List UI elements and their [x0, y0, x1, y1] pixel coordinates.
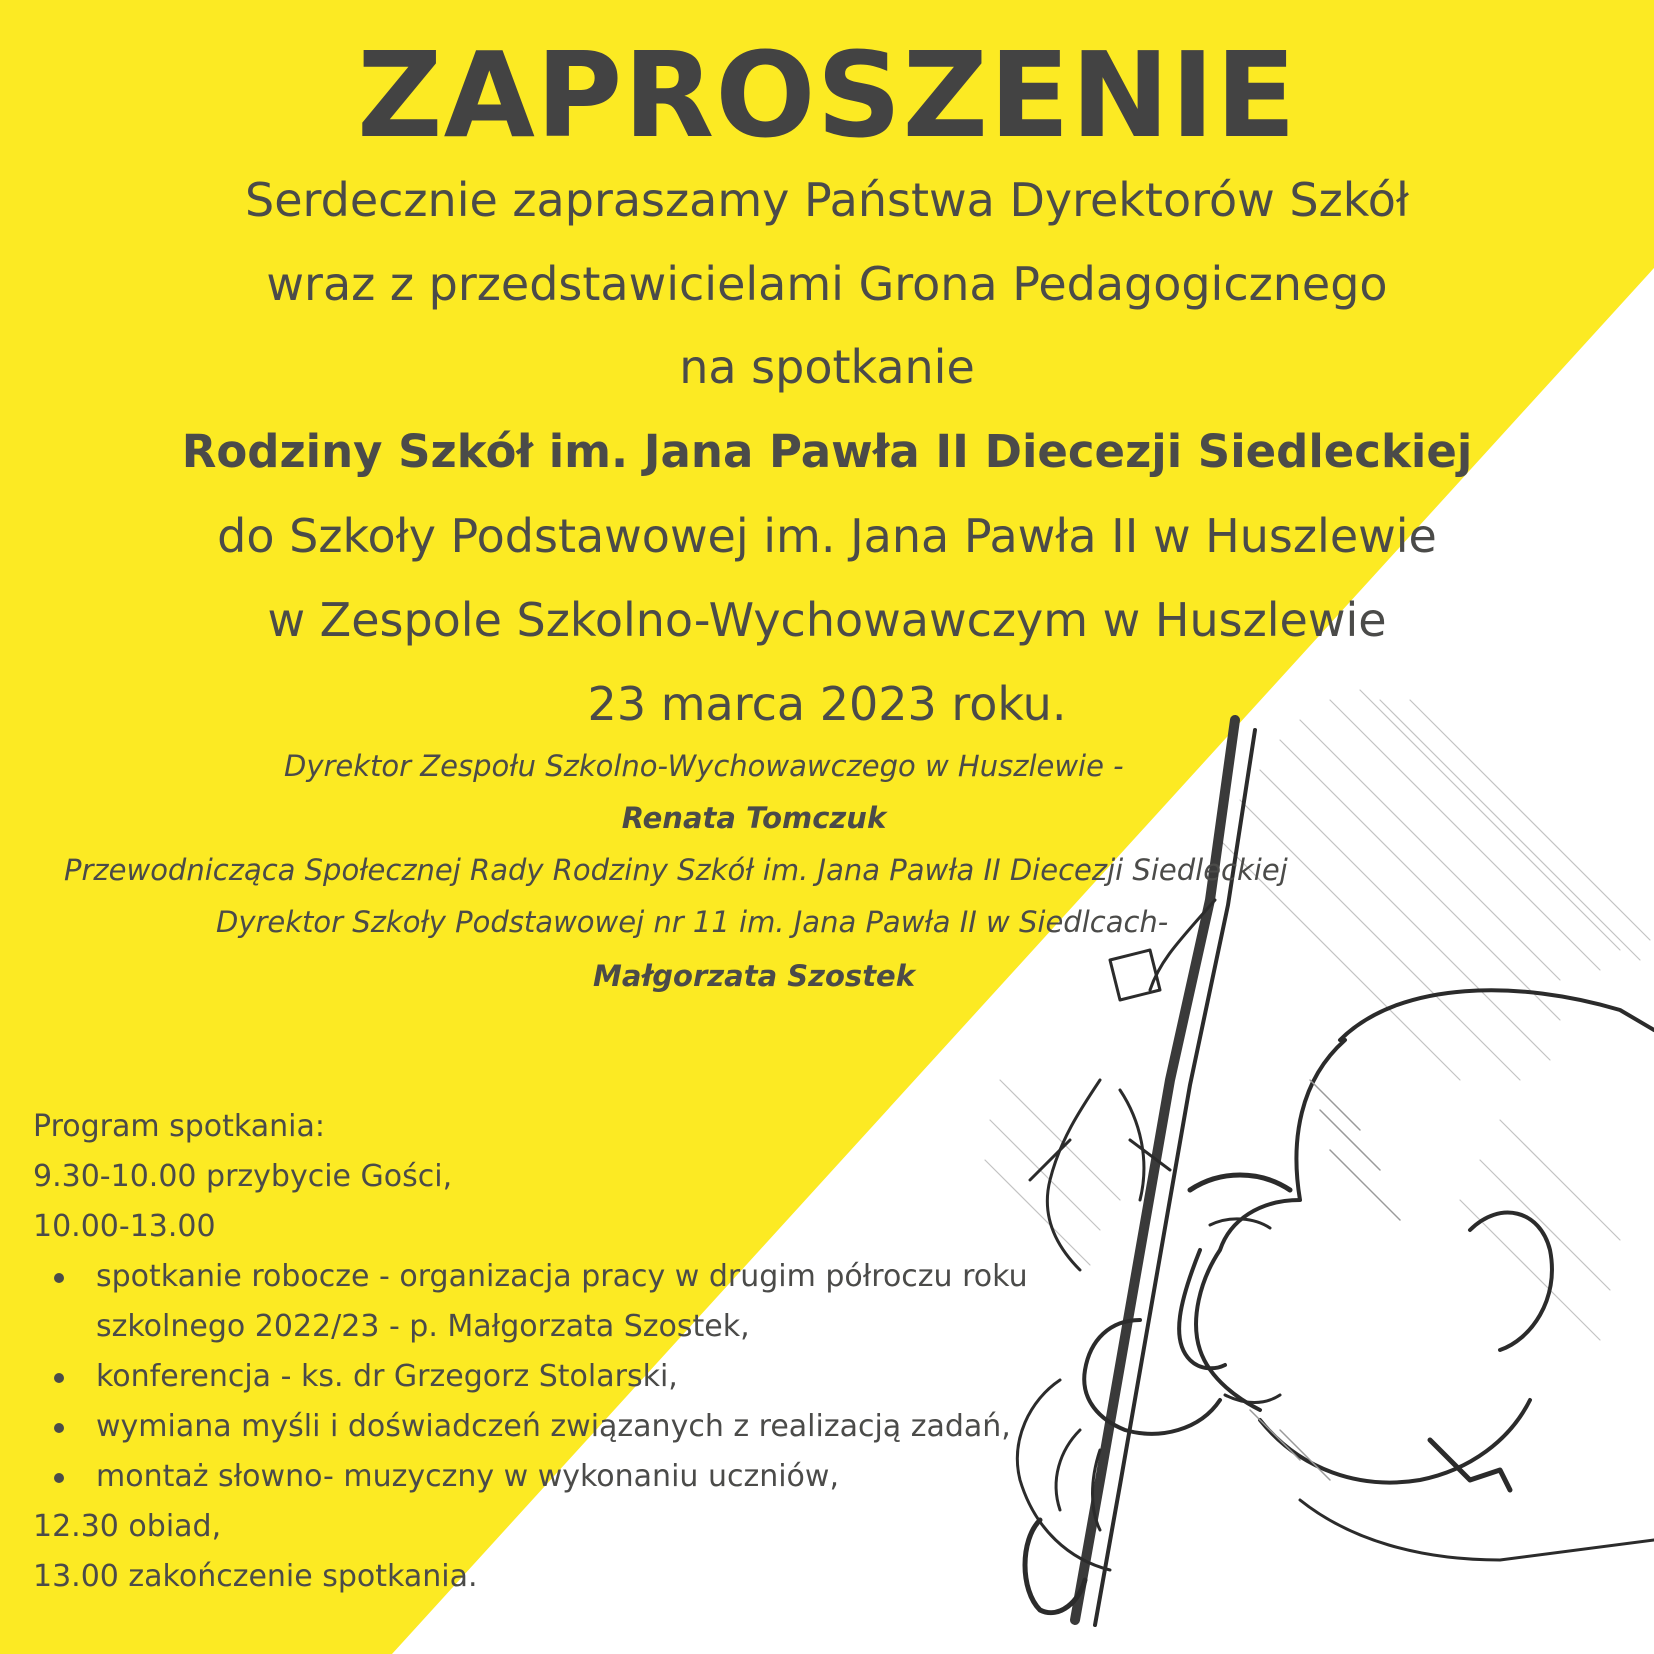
signature-name-2: Małgorzata Szostek [592, 959, 916, 993]
bullet-icon [54, 1473, 64, 1483]
program-list [33, 1252, 1133, 1502]
list-item [33, 1352, 1133, 1402]
invitation-line-3: na spotkanie [679, 340, 975, 394]
signature-role-1: Dyrektor Zespołu Szkolno-Wychowawczego w Huszlewie - [284, 749, 1124, 783]
program-end: 13.00 zakończenie spotkania. [33, 1559, 478, 1594]
signature-role-2b: Dyrektor Szkoły Podstawowej nr 11 im. Jana Pawła II w Siedlcach- [216, 905, 1169, 939]
signature-name-1: Renata Tomczuk [621, 801, 887, 835]
list-item-text: szkolnego 2022/23 - p. Małgorzata Szostek, [96, 1309, 750, 1344]
list-item [33, 1252, 1133, 1302]
list-item-text: spotkanie robocze - organizacja pracy w drugim półroczu roku [96, 1259, 1028, 1294]
bullet-icon [54, 1423, 64, 1433]
list-item [33, 1402, 1133, 1452]
list-item-continuation [33, 1302, 1133, 1352]
program-arrival: 9.30-10.00 przybycie Gości, [33, 1159, 453, 1194]
invitation-line-2: wraz z przedstawicielami Grona Pedagogicznego [266, 257, 1388, 311]
list-item-text: wymiana myśli i doświadczeń związanych z realizacją zadań, [96, 1409, 1011, 1444]
list-item [33, 1452, 1133, 1502]
signature-role-2a: Przewodnicząca Społecznej Rady Rodziny Szkół im. Jana Pawła II Diecezji Siedleckiej [64, 853, 1288, 887]
bullet-icon [54, 1273, 64, 1283]
program-session-time: 10.00-13.00 [33, 1209, 216, 1244]
list-item-text: konferencja - ks. dr Grzegorz Stolarski, [96, 1359, 678, 1394]
invitation-line-1: Serdecznie zapraszamy Państwa Dyrektorów Szkół [245, 173, 1409, 227]
bullet-icon [54, 1373, 64, 1383]
event-name: Rodziny Szkół im. Jana Pawła II Diecezji Siedleckiej [181, 425, 1473, 478]
invitation-line-6: w Zespole Szkolno-Wychowawczym w Huszlewie [267, 593, 1387, 647]
event-date: 23 marca 2023 roku. [587, 677, 1067, 731]
list-item-text: montaż słowno- muzyczny w wykonaniu uczniów, [96, 1459, 839, 1494]
program-heading: Program spotkania: [33, 1109, 325, 1144]
program-lunch: 12.30 obiad, [33, 1509, 222, 1544]
page-title: ZAPROSZENIE [357, 26, 1297, 164]
invitation-line-5: do Szkoły Podstawowej im. Jana Pawła II w Huszlewie [217, 509, 1437, 563]
program-section [33, 1102, 1133, 1602]
